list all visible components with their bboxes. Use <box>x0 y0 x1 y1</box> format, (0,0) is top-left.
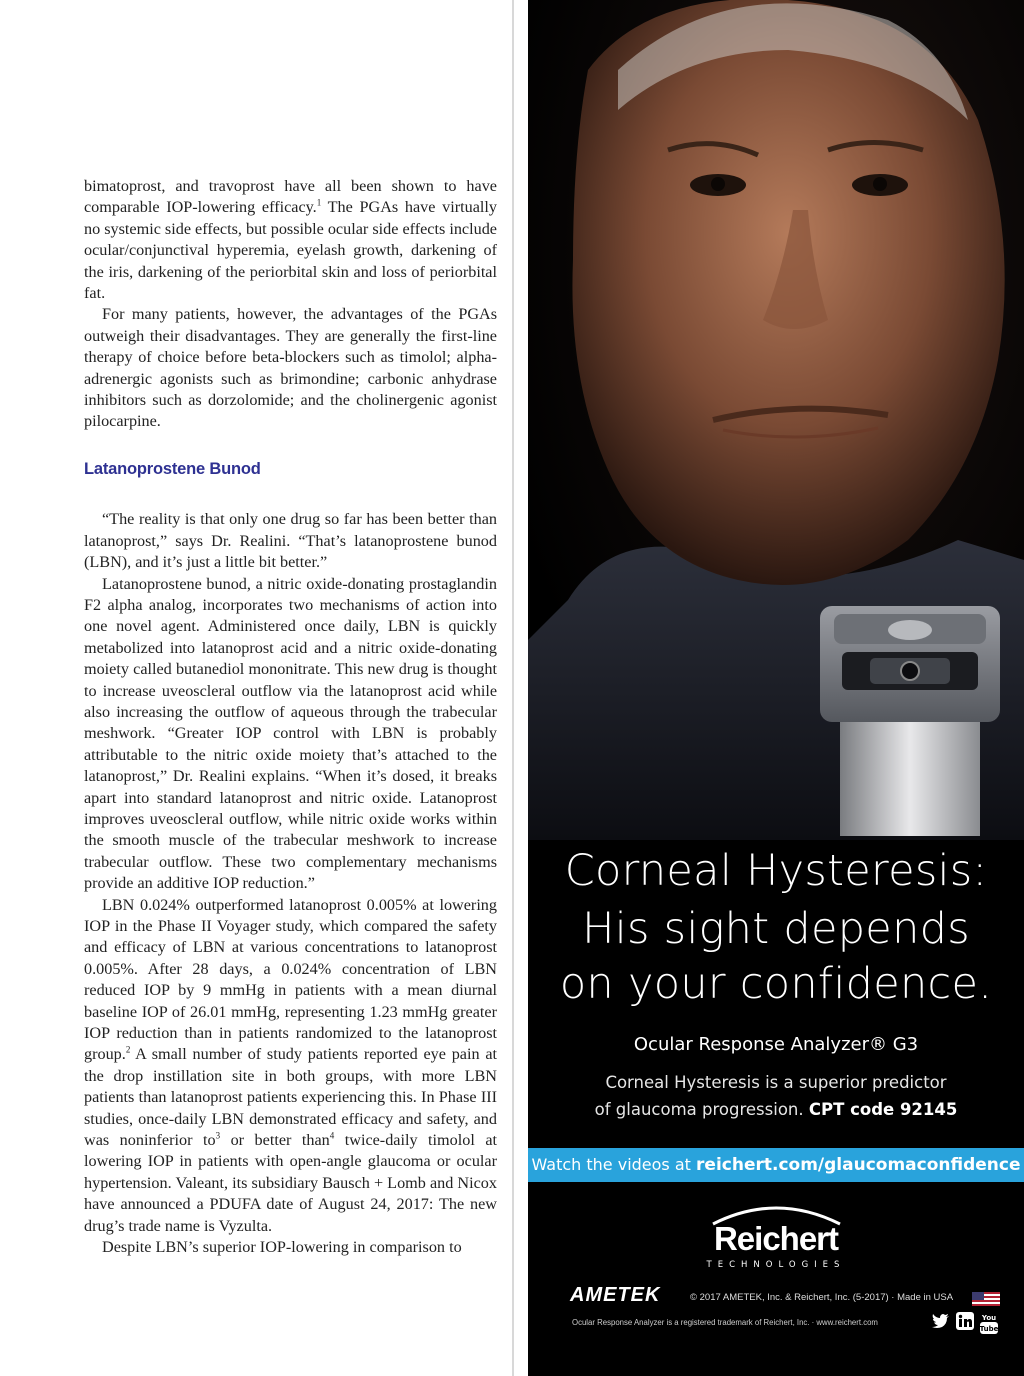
ocular-response-analyzer-device <box>820 606 1000 836</box>
cta-banner[interactable] <box>528 1148 1024 1182</box>
advertisement <box>528 0 1024 1376</box>
trademark-text: Ocular Response Analyzer is a registered trademark of Reichert, Inc. · www.reichert.com <box>572 1318 878 1327</box>
article-paragraph: For many patients, however, the advantages of the PGAs outweigh their disadvantages. They are generally the first-line therapy of choice before beta-blockers such as timolol; alpha-adrenergic agonists such as brimondine; carbonic anhydrase inhibitors such as dorzolomide; and the cholinergenic agonist pilocarpine. <box>84 305 497 431</box>
section-heading: Latanoprostene Bunod <box>84 459 261 478</box>
cta-prefix: Watch the videos at <box>531 1155 691 1174</box>
article-column <box>84 176 497 1259</box>
brand-tagline: TECHNOLOGIES <box>706 1260 846 1270</box>
youtube-icon[interactable] <box>980 1312 998 1334</box>
ad-headline-1: Corneal Hysteresis: <box>564 846 988 896</box>
brand-name: Reichert <box>713 1220 839 1257</box>
cta-link[interactable]: reichert.com/glaucomaconfidence <box>696 1155 1021 1175</box>
article-paragraph: bimatoprost, and travoprost have all been shown to have comparable IOP-lowering efficacy.$^1$ The PGAs have virtually no systemic side effects, but possible ocular side effects include ocular/conjunctival hyperemia, eyelash growth, darkening of the iris, darkening of the periorbital skin and loss of periorbital fat. <box>84 177 497 303</box>
product-description: Corneal Hysteresis is a superior predictor of glaucoma progression. CPT code 92145 <box>594 1073 958 1119</box>
cpt-code: CPT code 92145 <box>808 1100 958 1119</box>
copyright-text: © 2017 AMETEK, Inc. & Reichert, Inc. (5-2017) · Made in USA <box>690 1292 954 1303</box>
reichert-logo <box>528 1198 1024 1278</box>
svg-text:You: You <box>981 1314 997 1322</box>
page-gutter <box>512 0 514 1376</box>
twitter-icon[interactable] <box>932 1312 950 1330</box>
linkedin-icon[interactable] <box>956 1312 974 1330</box>
ametek-logo: AMETEK <box>570 1284 661 1306</box>
article-paragraph: LBN 0.024% outperformed latanoprost 0.005% at lowering IOP in the Phase II Voyager study, which compared the safety and efficacy of LBN at various concentrations to latanoprost 0.005%. After 28 days, a 0.024% concentration of LBN reduced IOP by 9 mmHg in patients with a mean diurnal baseline IOP of 26.01 mmHg, representing 1.23 mmHg greater IOP reduction than in patients randomized to the latanoprost group.$^2$ A small number of study patients reported eye pain at the drop instillation site in both groups, with more LBN patients than latanoprost patients experiencing this. In Phase III studies, once-daily LBN demonstrated efficacy and safety, and was noninferior $to^3$ or better than$^4$ twice-daily timolol at lowering IOP in patients with open-angle glaucoma or ocular hypertension. Valeant, its subsidiary Bausch + Lomb and Nicox have announced a PDUFA date of August 24, 2017: The new drug’s trade name is Vyzulta. <box>84 895 498 1235</box>
ad-headline-2: His sight depends <box>582 904 970 954</box>
ad-headline-3: on your confidence. <box>559 959 993 1009</box>
article-paragraph: Despite LBN’s superior IOP-lowering in comparison to <box>102 1238 462 1257</box>
article-paragraph: “The reality is that only one drug so far has been better than latanoprost,” says Dr. Realini. “That’s latanoprostene bunod (LBN), and it’s just a little bit better.” <box>84 510 497 572</box>
product-name: Ocular Response Analyzer® G3 <box>633 1034 919 1055</box>
us-flag-icon <box>972 1292 1000 1306</box>
article-paragraph: Latanoprostene bunod, a nitric oxide-donating prostaglandin F2 alpha analog, incorporates two mechanisms of action into one novel agent. Administered once daily, LBN is quickly metabolized into latanoprost acid and a nitric oxide-donating moiety called butanediol mononitrate. This new drug is thought to increase uveoscleral outflow via the latanoprost acid while also increasing the outflow of aqueous through the trabecular meshwork. “Greater IOP control with LBN is probably attributable to the nitric oxide moiety that’s attached to the latanoprost,” Dr. Realini explains. “When it’s dosed, it breaks apart into standard latanoprost and nitric oxide. Latanoprost improves uveoscleral outflow, while nitric oxide works within the smooth muscle of the trabecular meshwork to increase trabecular outflow. These two complementary mechanisms provide an additive IOP reduction.” <box>84 574 497 893</box>
svg-text:Tube: Tube <box>980 1325 998 1333</box>
